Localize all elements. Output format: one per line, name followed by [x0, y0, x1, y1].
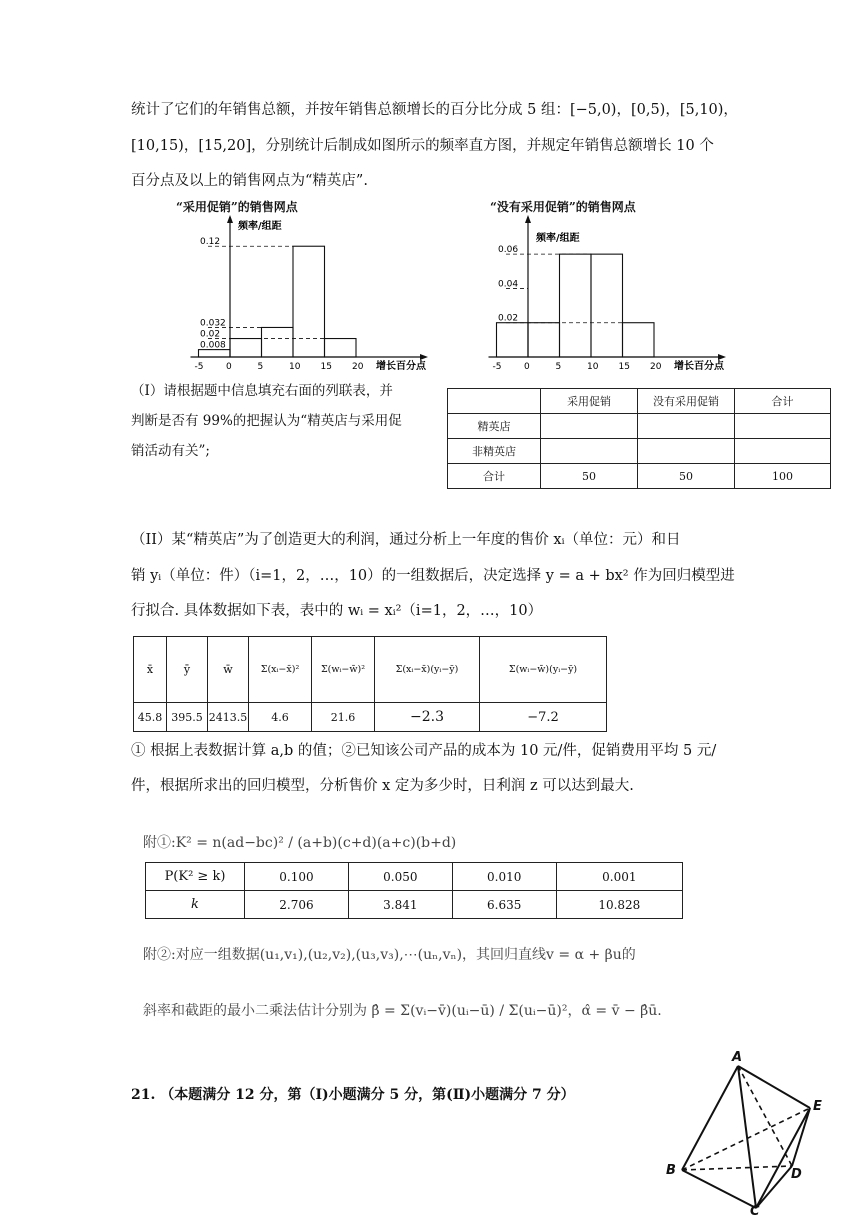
cv-row1-1: 0.050	[348, 863, 452, 891]
x-tick-label: 20	[650, 362, 662, 372]
cv-row2-0: 2.706	[245, 891, 349, 919]
vertex-label-D: D	[791, 1167, 802, 1182]
ct-head-0	[448, 389, 541, 414]
part1-line-1: （I）请根据题中信息填充右面的列联表，并	[131, 383, 393, 399]
x-axis-arrow	[718, 354, 726, 360]
st-head-3: Σ(xᵢ−x̄)²	[249, 637, 312, 703]
edge-AC	[738, 1066, 756, 1208]
st-val-6: −7.2	[480, 703, 607, 732]
x-tick-label: 15	[618, 362, 630, 372]
intro-line-3: 百分点及以上的销售网点为“精英店”.	[131, 173, 368, 189]
appendix1-formula: 附①:K² = n(ad−bc)² / (a+b)(c+d)(a+c)(b+d)	[143, 835, 457, 851]
y-axis-arrow	[227, 215, 233, 223]
ct-r2-c2: 50	[638, 464, 735, 489]
edge-AE	[738, 1066, 810, 1108]
y-tick-label: 0.06	[498, 245, 519, 256]
histogram-bar	[591, 254, 623, 357]
st-val-1: 395.5	[167, 703, 208, 732]
ct-r1-c0: 非精英店	[448, 439, 541, 464]
x-tick-label: 5	[555, 362, 562, 372]
st-head-6: Σ(wᵢ−w̄)(yᵢ−ȳ)	[480, 637, 607, 703]
ct-r1-c1	[541, 439, 638, 464]
ct-r0-c0: 精英店	[448, 414, 541, 439]
st-val-0: 45.8	[134, 703, 167, 732]
vertex-label-E: E	[813, 1099, 822, 1114]
cv-row1-head: P(K² ≥ k)	[146, 863, 245, 891]
vertex-label-A: A	[732, 1050, 743, 1065]
intro-line-1: 统计了它们的年销售总额，并按年销售总额增长的百分比分成 5 组：[−5,0)，[0,5)，[5,10)，	[131, 102, 738, 118]
y-axis-label: 频率/组距	[536, 233, 580, 244]
x-tick-label: 20	[352, 362, 364, 372]
histogram-bar	[560, 254, 592, 357]
y-tick-label: 0.12	[200, 237, 221, 248]
edge-CD	[756, 1166, 792, 1208]
q21-header: 21. （本题满分 12 分，第（Ⅰ)小题满分 5 分，第(Ⅱ)小题满分 7 分）	[131, 1087, 575, 1103]
contingency-table	[447, 388, 831, 489]
y-tick-label: 0.008	[200, 340, 226, 351]
st-head-2: w̄	[208, 637, 249, 703]
part2-line-1: （II）某“精英店”为了创造更大的利润，通过分析上一年度的售价 xᵢ（单位：元）和日	[131, 532, 681, 548]
x-tick-label: 0	[226, 362, 232, 372]
edge-AB	[682, 1066, 738, 1170]
y-tick-label: 0.02	[200, 329, 221, 340]
part2-line-3: 行拟合. 具体数据如下表，表中的 wᵢ = xᵢ²（i=1，2，…，10）	[131, 603, 543, 619]
st-head-0: x̄	[134, 637, 167, 703]
tetrahedron-figure	[660, 1048, 830, 1216]
cv-row2-3: 10.828	[556, 891, 682, 919]
ct-head-3: 合计	[735, 389, 831, 414]
x-axis-arrow	[420, 354, 428, 360]
hist2-title: “没有采用促销”的销售网点	[490, 200, 636, 214]
part2-line-2: 销 yᵢ（单位：件）（i=1，2，…，10）的一组数据后，决定选择 y = a + bx² 作为回归模型进	[131, 568, 735, 584]
st-head-1: ȳ	[167, 637, 208, 703]
cv-row2-1: 3.841	[348, 891, 452, 919]
ct-head-1: 采用促销	[541, 389, 638, 414]
st-val-3: 4.6	[249, 703, 312, 732]
y-tick-label: 0.02	[498, 313, 519, 324]
histogram-bar	[528, 323, 560, 357]
part2b-line-1: ① 根据上表数据计算 a,b 的值；②已知该公司产品的成本为 10 元/件，促销费用平均 5 元/	[131, 743, 717, 759]
histogram-bar	[199, 350, 231, 357]
x-axis-label: 增长百分点	[376, 361, 426, 372]
hist1-chart	[170, 215, 460, 375]
cv-row2-2: 6.635	[452, 891, 556, 919]
x-tick-label: 10	[587, 362, 599, 372]
ct-r2-c0: 合计	[448, 464, 541, 489]
ct-r1-c2	[638, 439, 735, 464]
cv-row1-0: 0.100	[245, 863, 349, 891]
histogram-bar	[230, 339, 262, 357]
ct-head-2: 没有采用促销	[638, 389, 735, 414]
y-tick-label: 0.04	[498, 279, 519, 290]
ct-r2-c3: 100	[735, 464, 831, 489]
part2b-line-2: 件，根据所求出的回归模型，分析售价 x 定为多少时，日利润 z 可以达到最大.	[131, 778, 634, 794]
edge-CE	[756, 1108, 810, 1208]
x-axis-label: 增长百分点	[674, 361, 724, 372]
edge-BC	[682, 1170, 756, 1208]
y-axis-arrow	[525, 215, 531, 223]
histogram-bar	[325, 339, 357, 357]
part1-line-2: 判断是否有 99%的把握认为“精英店与采用促	[131, 413, 402, 429]
vertex-label-C: C	[750, 1204, 760, 1216]
x-tick-label: 15	[320, 362, 332, 372]
edge-BD	[682, 1166, 792, 1170]
vertex-label-B: B	[666, 1163, 676, 1178]
x-tick-label: 5	[257, 362, 264, 372]
cv-row2-head: k	[146, 891, 245, 919]
ct-r0-c2	[638, 414, 735, 439]
edge-BE	[682, 1108, 810, 1170]
hist1-title: “采用促销”的销售网点	[176, 200, 298, 214]
x-tick-label: 10	[289, 362, 301, 372]
ct-r1-c3	[735, 439, 831, 464]
x-tick-label: 0	[524, 362, 530, 372]
critical-value-table	[145, 862, 683, 919]
appendix2-line-1: 附②:对应一组数据(u₁,v₁),(u₂,v₂),(u₃,v₃),⋯(uₙ,vₙ)，其回归直线v = α + βu的	[143, 947, 636, 963]
ct-r0-c3	[735, 414, 831, 439]
stats-table	[133, 636, 607, 732]
y-tick-label: 0.032	[200, 318, 226, 329]
appendix2-line-2: 斜率和截距的最小二乘法估计分别为 β̂ = Σ(vᵢ−v̄)(uᵢ−ū) / Σ(uᵢ−ū)²，α̂ = v̄ − β̂ū.	[143, 1003, 662, 1019]
cv-row1-3: 0.001	[556, 863, 682, 891]
x-tick-label: -5	[194, 362, 204, 372]
y-axis-label: 频率/组距	[238, 221, 282, 232]
part1-line-3: 销活动有关”;	[131, 443, 210, 459]
histogram-bar	[262, 327, 294, 357]
st-val-5: −2.3	[375, 703, 480, 732]
histogram-bar	[623, 323, 655, 357]
x-tick-label: -5	[492, 362, 502, 372]
ct-r0-c1	[541, 414, 638, 439]
intro-line-2: [10,15)，[15,20]，分别统计后制成如图所示的频率直方图，并规定年销售总额增长 10 个	[131, 138, 714, 154]
histogram-bar	[293, 246, 325, 357]
st-val-4: 21.6	[312, 703, 375, 732]
hist2-chart	[468, 215, 758, 375]
st-head-4: Σ(wᵢ−w̄)²	[312, 637, 375, 703]
histogram-bar	[497, 323, 529, 357]
cv-row1-2: 0.010	[452, 863, 556, 891]
st-val-2: 2413.5	[208, 703, 249, 732]
ct-r2-c1: 50	[541, 464, 638, 489]
st-head-5: Σ(xᵢ−x̄)(yᵢ−ȳ)	[375, 637, 480, 703]
